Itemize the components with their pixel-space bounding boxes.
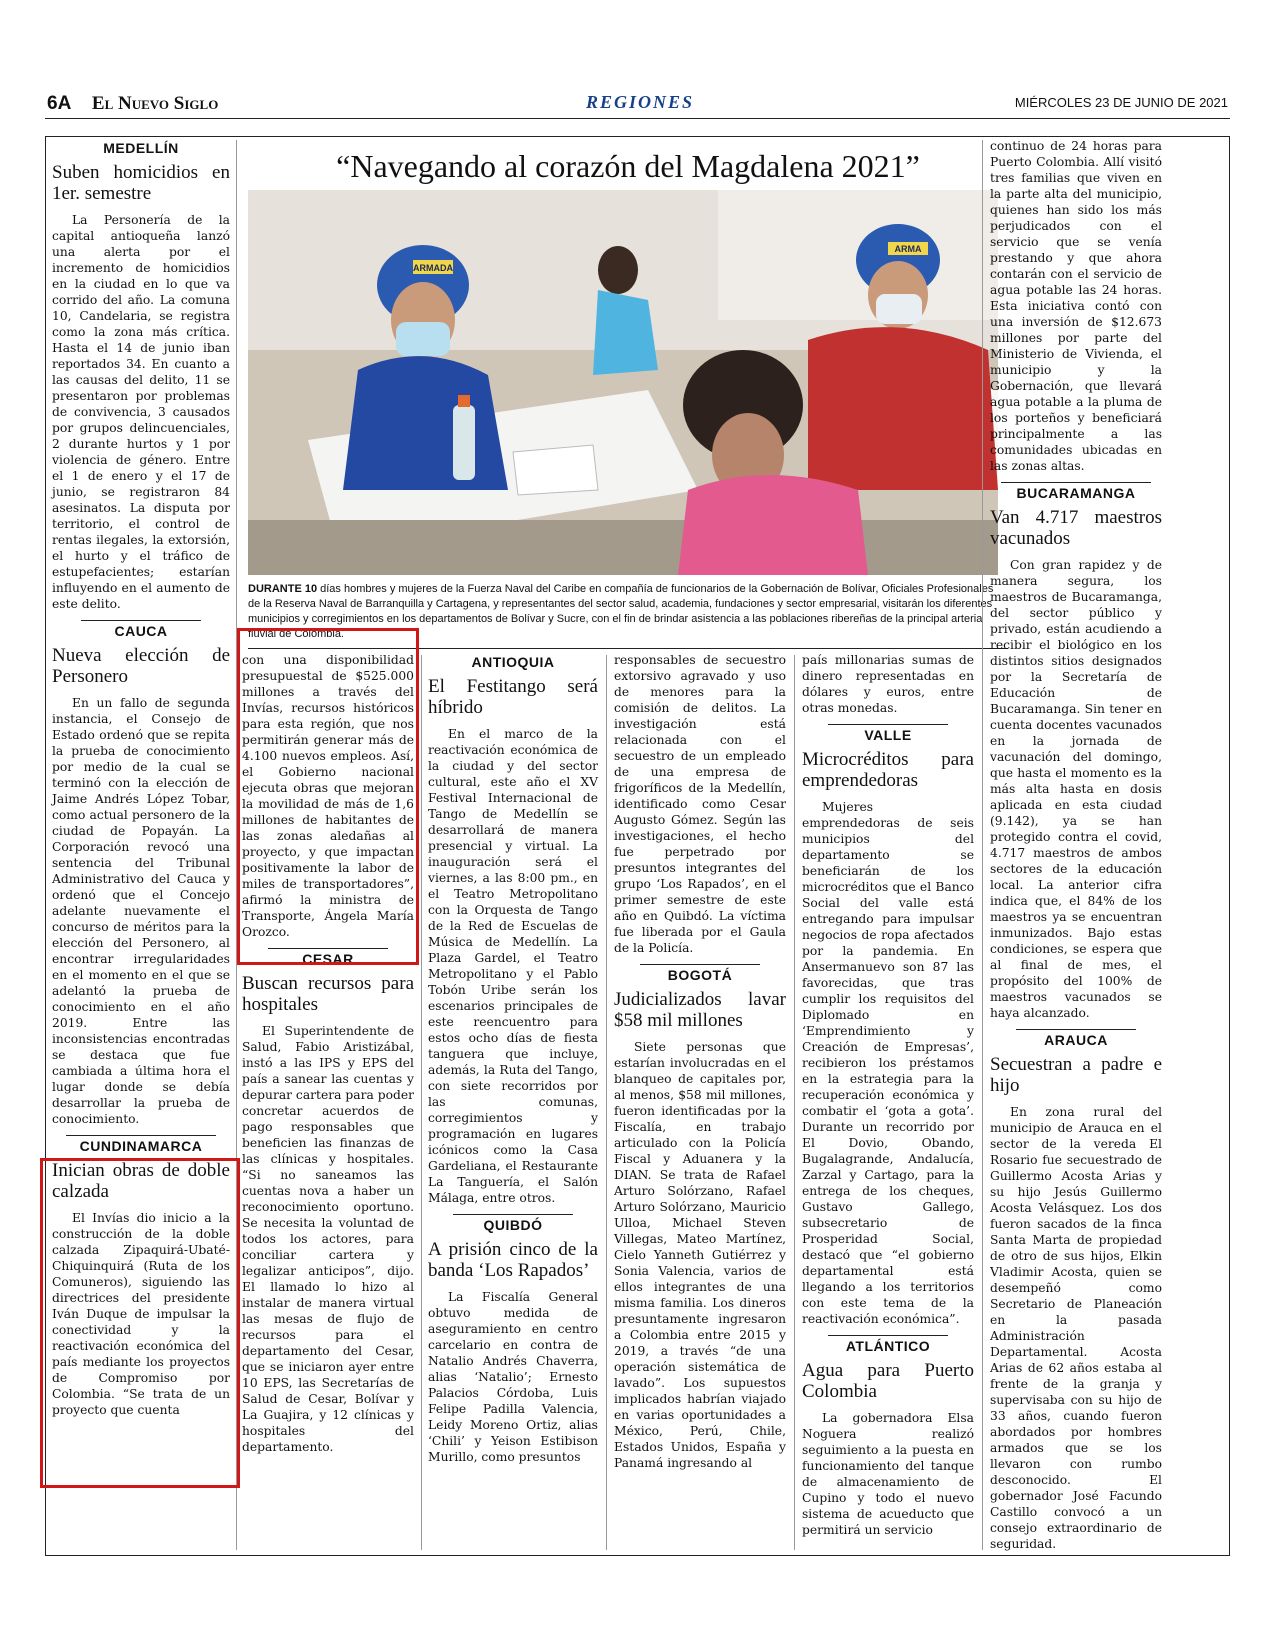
- column-rule: [794, 655, 795, 1550]
- story-continuation: responsables de secuestro extorsivo agravado y uso de menores para la comisión de delitos. La investigación está relacionada con el secuestro de un empleado de una empresa de frigoríficos de la Medellín, identificado como Cesar Augusto Gómez. Según las investigaciones, el hecho fue perpetrado por presuntos integrantes del grupo ‘Los Rapados’, en el primer semestre de este año en Quibdó. La víctima fue liberada por el Gaula de la Policía.: [614, 653, 786, 955]
- story-body: La Personería de la capital antioqueña lanzó una alerta por el incremento de homicidios en la ciudad en lo que va corrido del año. La comuna 10, Candelaria, se registra como la zona más crítica. Hasta el 14 de junio iban reportados 34. En cuanto a las causas del delito, 11 se presentaron por problemas de convivencia, 3 causados por grupos delincuenciales, 2 durante hurtos y 1 por violencia de género. Entre el 1 de enero y el 17 de junio, se registraron 84 asesinatos. La disputa por territorio, el control de rentas ilegales, la extorsión, el hurto y el tráfico de estupefacientes; estarían influyendo en el aumento de este delito.: [52, 213, 230, 611]
- story-medellin: [52, 138, 230, 612]
- story-body: En zona rural del municipio de Arauca en el sector de la vereda El Rosario fue secuestrado de Guillermo Acosta Arias y su hijo Jesús Guillermo Acosta Velásquez. Los dos fueron sacados de la finca Santa Marta de propiedad de otro de sus hijos, Elkin Vladimir Acosta, quien se desempeñó como Secretario de Planeación en la pasada Administración Departamental. Acosta Arias de 62 años estaba al frente de la granja y supervisaba con su hijo de 33 años, cuando fueron abordados por hombres armados que se los llevaron con rumbo desconocido. El gobernador José Facundo Castillo convocó a un consejo extraordinario de seguridad.: [990, 1105, 1162, 1551]
- cap-text-right: ARMA: [894, 244, 922, 254]
- region-tag: MEDELLÍN: [103, 140, 179, 156]
- story-atlantico: [802, 1335, 974, 1538]
- header-rule: [45, 118, 1230, 119]
- photo-illustration: [248, 190, 998, 575]
- column-rule: [421, 655, 422, 1550]
- issue-date: MIÉRCOLES 23 DE JUNIO DE 2021: [1014, 95, 1228, 110]
- region-tag: BUCARAMANGA: [1001, 482, 1151, 501]
- story-body: La gobernadora Elsa Noguera realizó seguimiento a la puesta en funcionamiento del tanque de almacenamiento de Cupino y todo el nuevo sistema de acueducto que permitirá un servicio: [802, 1411, 974, 1537]
- region-tag: ARAUCA: [1016, 1029, 1136, 1048]
- region-tag: BOGOTÁ: [640, 964, 760, 983]
- story-bucaramanga: [990, 482, 1162, 1021]
- story-valle: [802, 724, 974, 1327]
- feature-photo: [248, 190, 998, 575]
- region-tag: VALLE: [828, 724, 948, 743]
- region-tag: CAUCA: [81, 620, 201, 639]
- story-body: El Superintendente de Salud, Fabio Aristizábal, instó a las IPS y EPS del país a sanear las cuentas y depurar cartera para poder concretar acuerdos de pago responsables que beneficien las finanzas de las clínicas y hospitales. “Si no saneamos las cuentas nova a haber un reconocimiento oportuno. Se necesita la voluntad de todos los actores, para conciliar cartera y legalizar anticipos”, dijo. El llamado lo hizo al instalar de manera virtual las mesas de flujo de recursos para el departamento del Cesar, que se iniciaron ayer entre 10 EPS, las Secretarías de Salud de Cesar, Bolívar y La Guajira, y 12 clínicas y hospitales del departamento.: [242, 1024, 414, 1454]
- region-tag: QUIBDÓ: [453, 1214, 573, 1233]
- column-rule: [982, 140, 983, 1550]
- headline: Buscan recursos para hospitales: [242, 973, 414, 1015]
- caption-lead: DURANTE 10: [248, 583, 318, 595]
- headline: Van 4.717 maestros vacunados: [990, 507, 1162, 549]
- region-tag: ANTIOQUIA: [471, 654, 555, 670]
- region-tag: CESAR: [268, 948, 388, 967]
- story-continuation: con una disponibilidad presupuestal de $525.000 millones a través del Invías, recursos históricos para esta región, que nos permitirán generar más de 4.100 nuevos empleos. Así, el Gobierno nacional ejecuta obras que mejoran la movilidad de más de 1,6 millones de habitantes de las zonas aledañas al proyecto, y que impactan positivamente la labor de miles de transportadores”, afirmó la ministra de Transporte, Ángela María Orozco.: [242, 653, 414, 939]
- story-body: En el marco de la reactivación económica de la ciudad y del sector cultural, este año el XV Festival Internacional de Tango de Medellín se desarrollará de manera presencial y virtual. La inauguración será el viernes, a las 8:00 pm., en el Teatro Metropolitano con la Orquesta de Tango de la Red de Escuelas de Música de Medellín. La Plaza Gardel, el Teatro Metropolitano y el Pablo Tobón Uribe serán los escenarios principales de este reencuentro para estos ocho días de fiesta tanguera que incluye, además, la Ruta del Tango, con siete recorridos por las comunas, corregimientos y programación en lugares icónicos como la Casa Gardeliana, el Restaurante La Tanguería, el Salón Málaga, entre otros.: [428, 727, 598, 1205]
- story-body: Con gran rapidez y de manera segura, los maestros de Bucaramanga, del sector público y privado, están acudiendo a recibir el biológico en los distintos sitios designados por la Secretaría de Educación de Bucaramanga. Sin tener en cuenta docentes vacunados en la jornada de vacunación del domingo, que hasta el momento es la más alta hasta en dosis aplicada en esta ciudad (9.142), ya se han protegido contra el covid, 4.717 maestros de ambos sectores de la educación local. La anterior cifra indica que, el 84% de los maestros ya se encuentran inmunizados. Bajo estas condiciones, se espera que al final de mes, el propósito del 100% de maestros vacunados se haya alcanzado.: [990, 558, 1162, 1020]
- story-continuation: país millonarias sumas de dinero representadas en dólares y euros, entre otras monedas.: [802, 653, 974, 715]
- story-arauca: [990, 1029, 1162, 1552]
- story-cauca: [52, 620, 230, 1127]
- cap-text-left: ARMADA: [413, 263, 453, 273]
- story-body: El Invías dio inicio a la construcción de la doble calzada Zipaquirá-Ubaté-Chiquinquirá (Ruta de los Comuneros), siguiendo las directrices del presidente Iván Duque de impulsar la conectividad y la reactivación económica del país mediante los proyectos de Compromiso por Colombia. “Se trata de un proyecto que cuenta: [52, 1211, 230, 1417]
- headline: A prisión cinco de la banda ‘Los Rapados’: [428, 1239, 598, 1281]
- feature-title: “Navegando al corazón del Magdalena 2021”: [336, 148, 920, 184]
- headline: Inician obras de doble calzada: [52, 1160, 230, 1202]
- section-title: REGIONES: [585, 92, 695, 112]
- column-rule: [606, 655, 607, 1550]
- highlight-box-continuation: [237, 628, 419, 965]
- newspaper-name: El Nuevo Siglo: [91, 93, 219, 114]
- story-bogota: [614, 964, 786, 1471]
- story-cesar: [242, 948, 414, 1455]
- headline: Judicializados lavar $58 mil millones: [614, 989, 786, 1031]
- headline: Secuestran a padre e hijo: [990, 1054, 1162, 1096]
- column-3: [428, 652, 598, 1473]
- caption-text: días hombres y mujeres de la Fuerza Naval del Caribe en compañía de funcionarios de la Gobernación de Bolívar, Oficiales Profesionales de la Reserva Naval de Barranquilla y Cartagena, y representantes del sector salud, academia, fundaciones y sector empresarial, visitarán los diferentes municipios y corregimientos en los departamentos de Bolívar y Sucre, con el fin de brindar asistencia a las poblaciones ribereñas de la principal arteria fluvial de Colombia.: [248, 583, 994, 640]
- headline: El Festitango será híbrido: [428, 676, 598, 718]
- story-antioquia: [428, 652, 598, 1206]
- story-body: La Fiscalía General obtuvo medida de aseguramiento en centro carcelario en contra de Natalio Andrés Chaverra, alias ‘Natalio’; Ernesto Palacios Córdoba, Luis Felipe Padilla Valencia, Leidy Moreno Ortiz, alias ‘Chili’ y Yeison Estibison Murillo, como presuntos: [428, 1290, 598, 1464]
- story-body: Mujeres emprendedoras de seis municipios del departamento se beneficiarán de los microcréditos que el Banco Social del valle está entregando para impulsar negocios de ropa afectados por la pandemia. En Ansermanuevo son 87 las favorecidas, que tras cumplir los requisitos del Diplomado en ‘Emprendimiento y Creación de Empresas’, recibieron los préstamos en la estrategia para la recuperación económica y combatir el ‘gota a gota’. Durante un recorrido por El Dovio, Obando, Bugalagrande, Andalucía, Zarzal y Cartago, para la entrega de los cheques, Gustavo Gallego, subsecretario de Prosperidad Social, destacó que “el gobierno departamental está llegando a los territorios con este tema de la reactivación económica”.: [802, 800, 974, 1326]
- story-continuation: continuo de 24 horas para Puerto Colombia. Allí visitó tres familias que viven en la parte alta del municipio, quienes han sido los más perjudicados con el servicio que se venía prestando y que ahora contarán con el servicio de agua potable las 24 horas. Esta iniciativa contó con una inversión de $12.673 millones por parte del Ministerio de Vivienda, el municipio y la Gobernación, que llevará agua potable a la pluma de los porteños y beneficiará principalmente a las comunidades ubicadas en las zonas altas.: [990, 139, 1162, 473]
- story-body: Siete personas que estarían involucradas en el blanqueo de capitales por, al menos, $58 mil millones, fueron identificadas por la Fiscalía, en trabajo articulado con la Policía Fiscal y Aduanera y la DIAN. Se trata de Rafael Arturo Solórzano, Rafael Arturo Solórzano, Mauricio Ulloa, Michael Steven Villegas, Mateo Martínez, Cielo Yanneth Gutiérrez y Sonia Valencia, varios de ellos integrantes de una misma familia. Los dineros presuntamente ingresaron a Colombia entre 2015 y 2019, a través “de una operación sistemática de lavado”. Los supuestos implicados habrían viajado en varias oportunidades a México, Perú, Chile, Estados Unidos, España y Panamá ingresando al: [614, 1040, 786, 1470]
- region-tag: CUNDINAMARCA: [66, 1135, 216, 1154]
- column-5: [802, 652, 974, 1546]
- column-4: [614, 652, 786, 1479]
- headline: Agua para Puerto Colombia: [802, 1360, 974, 1402]
- page-number: 6A: [47, 93, 72, 114]
- story-body: En un fallo de segunda instancia, el Consejo de Estado ordenó que se repita la prueba de conocimiento por medio de la cual se terminó con la elección de Jaime Andrés López Tobar, como actual personero de la ciudad de Popayán. La Corporación revocó una sentencia del Tribunal Administrativo del Cauca y ordenó que el Concejo adelante nuevamente el concurso de méritos para la elección del Personero, al encontrar irregularidades en el momento en el que se adelantó la prueba de conocimiento en el año 2019. Entre las inconsistencias encontradas se destaca que fue cambiada a última hora el lugar donde se debía desarrollar la prueba de conocimiento.: [52, 696, 230, 1126]
- page-header-left: [47, 92, 218, 115]
- headline: Nueva elección de Personero: [52, 645, 230, 687]
- highlight-box-cundinamarca: [40, 1158, 240, 1488]
- story-quibdo: [428, 1214, 598, 1465]
- column-6: [990, 138, 1162, 1560]
- region-tag: ATLÁNTICO: [828, 1335, 948, 1354]
- headline: Suben homicidios en 1er. semestre: [52, 162, 230, 204]
- headline: Microcréditos para emprendedoras: [802, 749, 974, 791]
